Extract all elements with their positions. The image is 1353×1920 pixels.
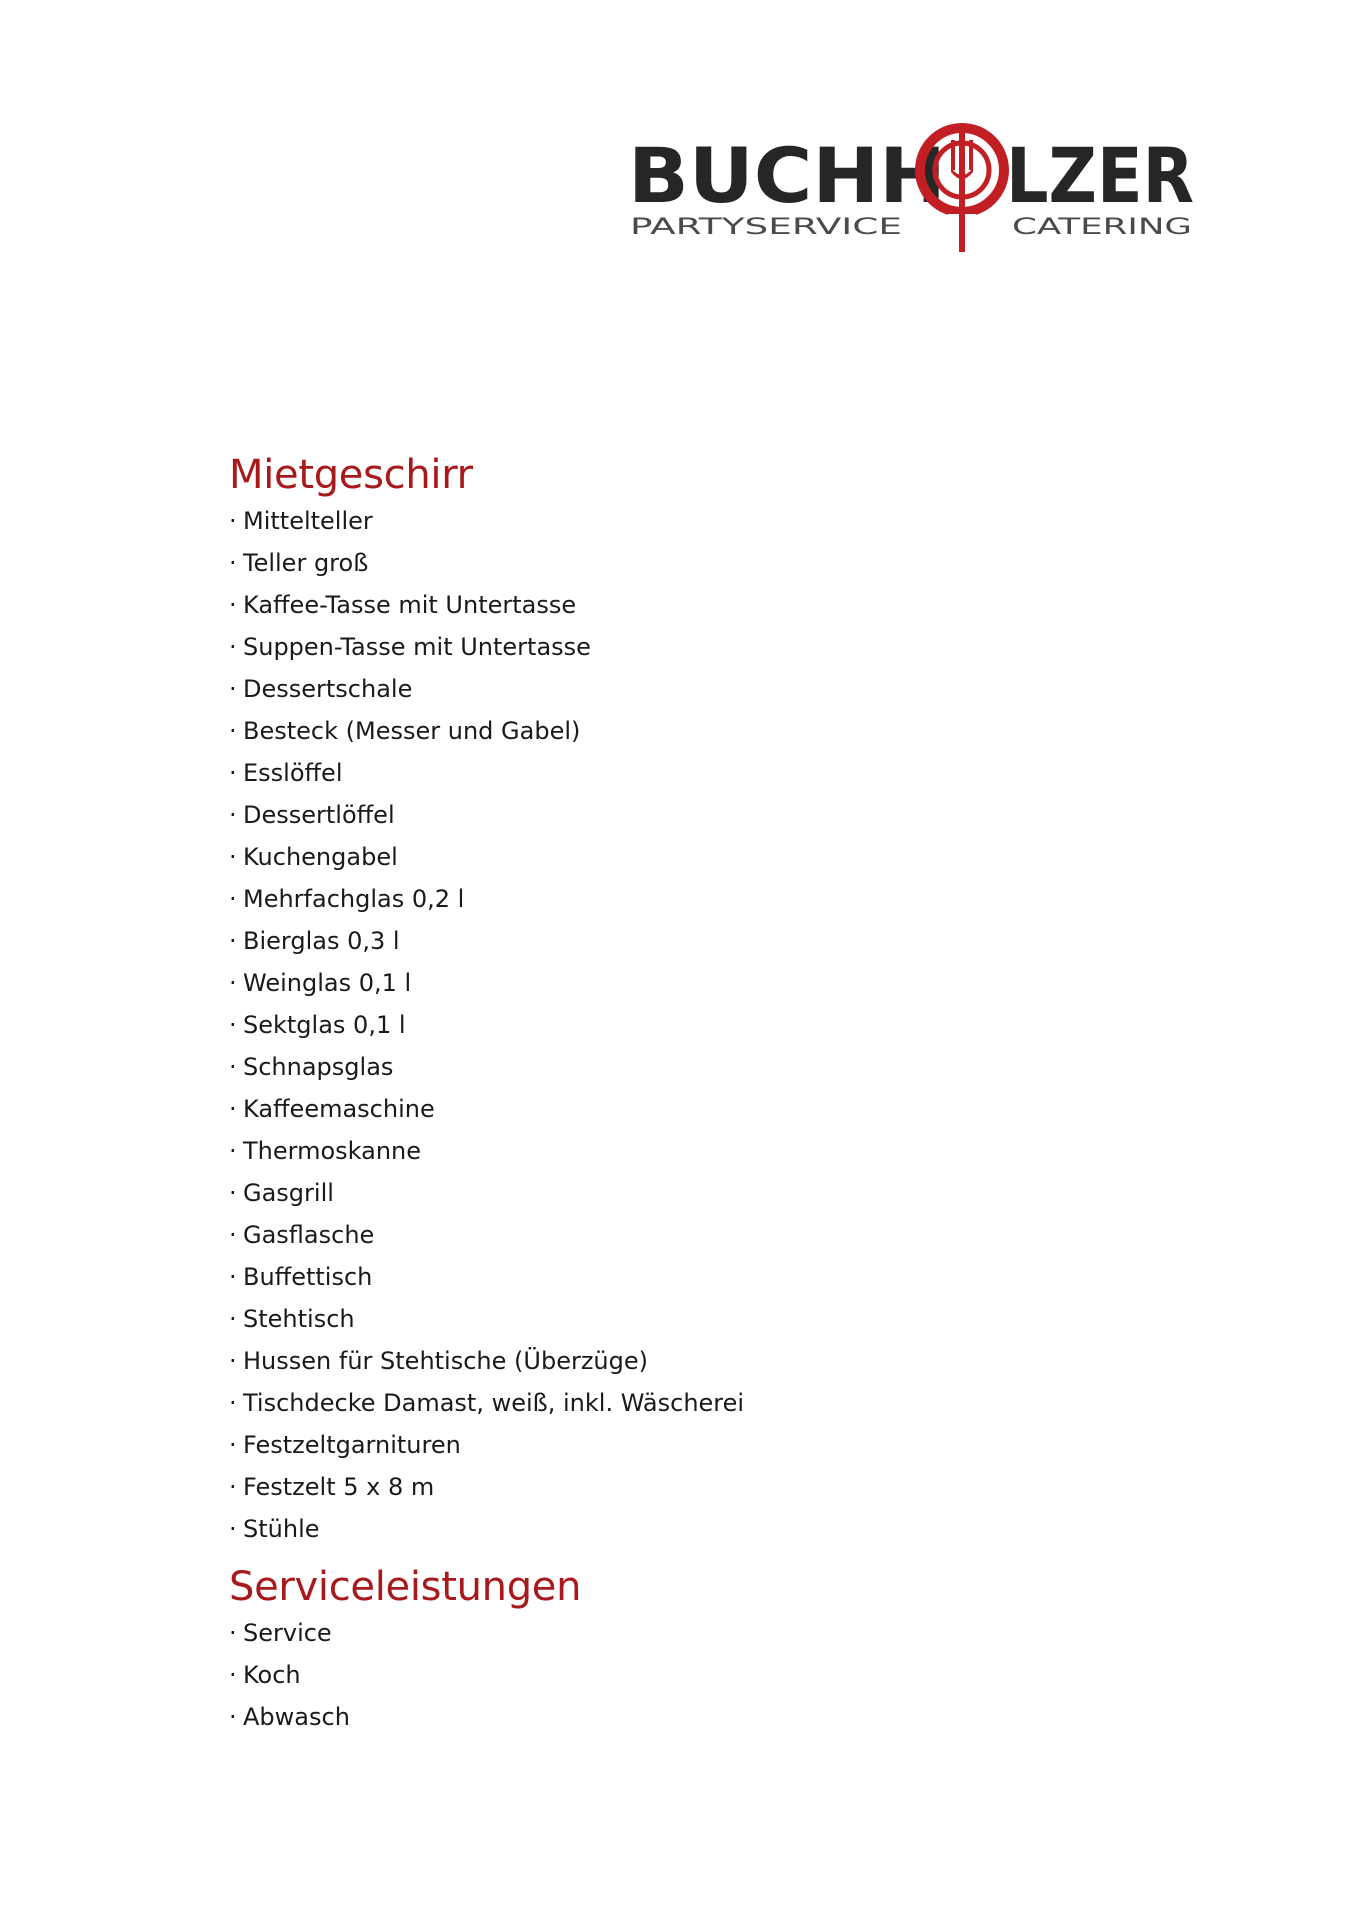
list-item-label: Schnapsglas	[243, 1053, 394, 1081]
bullet-dot: ·	[229, 1515, 237, 1543]
buchholzer-logo-graphic	[628, 118, 1194, 258]
list-item-label: Weinglas 0,1 l	[243, 969, 412, 997]
list-item	[229, 1298, 1129, 1340]
list-item-label: Festzeltgarnituren	[243, 1431, 461, 1459]
list-item	[229, 626, 1129, 668]
list-item	[229, 1612, 1129, 1654]
document-body	[229, 450, 1129, 1738]
list-item	[229, 1004, 1129, 1046]
company-logo	[628, 118, 1194, 258]
list-item-label: Dessertschale	[243, 675, 413, 703]
section-mietgeschirr	[229, 450, 1129, 1550]
list-item-label: Hussen für Stehtische (Überzüge)	[243, 1347, 648, 1375]
item-list	[229, 1612, 1129, 1738]
bullet-dot: ·	[229, 1263, 237, 1291]
list-item	[229, 1654, 1129, 1696]
list-item-label: Kaffee-Tasse mit Untertasse	[243, 591, 577, 619]
list-item	[229, 1130, 1129, 1172]
bullet-dot: ·	[229, 1661, 237, 1689]
bullet-dot: ·	[229, 591, 237, 619]
list-item-label: Thermoskanne	[243, 1137, 422, 1165]
list-item	[229, 1172, 1129, 1214]
list-item-label: Gasflasche	[243, 1221, 375, 1249]
item-list	[229, 500, 1129, 1550]
list-item-label: Suppen-Tasse mit Untertasse	[243, 633, 591, 661]
list-item	[229, 962, 1129, 1004]
list-item-label: Stühle	[243, 1515, 320, 1543]
list-item-label: Esslöffel	[243, 759, 343, 787]
bullet-dot: ·	[229, 1347, 237, 1375]
list-item-label: Dessertlöffel	[243, 801, 395, 829]
logo-name-right: LZER	[1006, 131, 1194, 220]
bullet-dot: ·	[229, 1305, 237, 1333]
bullet-dot: ·	[229, 927, 237, 955]
bullet-dot: ·	[229, 1703, 237, 1731]
bullet-dot: ·	[229, 1431, 237, 1459]
bullet-dot: ·	[229, 759, 237, 787]
list-item-label: Mehrfachglas 0,2 l	[243, 885, 465, 913]
list-item	[229, 1256, 1129, 1298]
list-item-label: Buffettisch	[243, 1263, 373, 1291]
list-item	[229, 920, 1129, 962]
list-item	[229, 1508, 1129, 1550]
list-item	[229, 1340, 1129, 1382]
list-item-label: Kaffeemaschine	[243, 1095, 435, 1123]
list-item-label: Teller groß	[243, 549, 369, 577]
bullet-dot: ·	[229, 1473, 237, 1501]
section-serviceleistungen	[229, 1562, 1129, 1738]
bullet-dot: ·	[229, 843, 237, 871]
list-item-label: Mittelteller	[243, 507, 373, 535]
logo-tagline-right: CATERING	[1012, 215, 1192, 240]
bullet-dot: ·	[229, 1619, 237, 1647]
list-item	[229, 710, 1129, 752]
list-item-label: Festzelt 5 x 8 m	[243, 1473, 435, 1501]
list-item-label: Kuchengabel	[243, 843, 398, 871]
list-item	[229, 1696, 1129, 1738]
list-item	[229, 836, 1129, 878]
list-item	[229, 584, 1129, 626]
bullet-dot: ·	[229, 885, 237, 913]
bullet-dot: ·	[229, 1389, 237, 1417]
bullet-dot: ·	[229, 675, 237, 703]
list-item	[229, 794, 1129, 836]
bullet-dot: ·	[229, 1011, 237, 1039]
section-title: Mietgeschirr	[229, 452, 473, 498]
list-item-label: Tischdecke Damast, weiß, inkl. Wäscherei	[243, 1389, 745, 1417]
bullet-dot: ·	[229, 549, 237, 577]
list-item-label: Stehtisch	[243, 1305, 355, 1333]
bullet-dot: ·	[229, 1137, 237, 1165]
bullet-dot: ·	[229, 1179, 237, 1207]
section-title: Serviceleistungen	[229, 1564, 582, 1610]
list-item	[229, 752, 1129, 794]
list-item	[229, 1046, 1129, 1088]
list-item-label: Abwasch	[243, 1703, 350, 1731]
list-item	[229, 1088, 1129, 1130]
list-item-label: Sektglas 0,1 l	[243, 1011, 406, 1039]
list-item-label: Besteck (Messer und Gabel)	[243, 717, 581, 745]
list-item	[229, 1382, 1129, 1424]
list-item-label: Service	[243, 1619, 332, 1647]
bullet-dot: ·	[229, 1053, 237, 1081]
list-item-label: Bierglas 0,3 l	[243, 927, 400, 955]
bullet-dot: ·	[229, 1221, 237, 1249]
bullet-dot: ·	[229, 969, 237, 997]
list-item	[229, 668, 1129, 710]
bullet-dot: ·	[229, 717, 237, 745]
logo-name-left: BUCHH	[628, 131, 946, 220]
list-item-label: Gasgrill	[243, 1179, 334, 1207]
bullet-dot: ·	[229, 1095, 237, 1123]
list-item	[229, 1424, 1129, 1466]
bullet-dot: ·	[229, 507, 237, 535]
bullet-dot: ·	[229, 633, 237, 661]
list-item	[229, 1466, 1129, 1508]
list-item	[229, 500, 1129, 542]
list-item	[229, 878, 1129, 920]
list-item-label: Koch	[243, 1661, 301, 1689]
list-item	[229, 542, 1129, 584]
bullet-dot: ·	[229, 801, 237, 829]
logo-tagline-left: PARTYSERVICE	[630, 215, 902, 240]
list-item	[229, 1214, 1129, 1256]
